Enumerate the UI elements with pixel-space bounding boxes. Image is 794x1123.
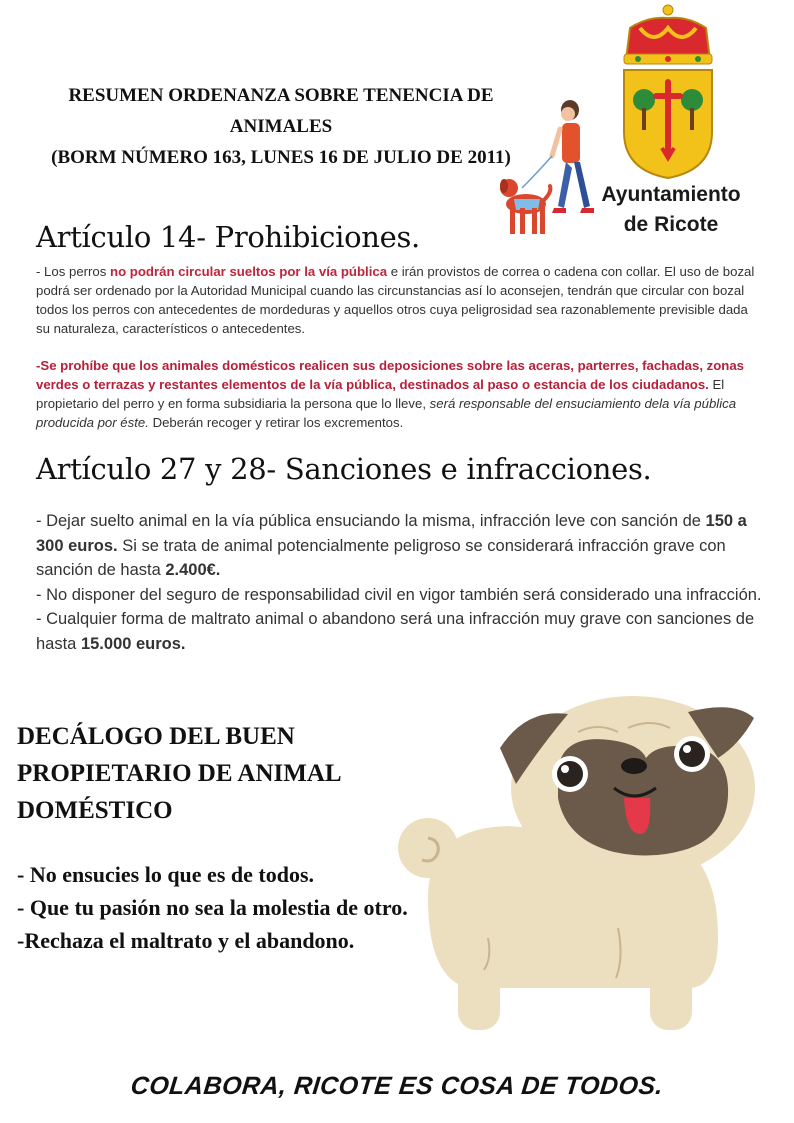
decalogo-list xyxy=(17,858,417,957)
pug-eye-highlight xyxy=(561,765,569,773)
text-run: El propietario del perro y en forma subsidiaria la persona que lo lleve, xyxy=(36,377,725,411)
footer-slogan: COLABORA, RICOTE ES COSA DE TODOS. xyxy=(129,1072,665,1100)
ayuntamiento-logo-text xyxy=(582,180,760,240)
amount-text: 15.000 euros. xyxy=(80,634,186,653)
document-title xyxy=(22,80,540,173)
article-27-28-heading: Artículo 27 y 28- Sanciones e infracciones. xyxy=(36,452,652,486)
sanction-item-3 xyxy=(36,607,762,656)
person-leg-left xyxy=(558,162,572,208)
amount-text: 150 a 300 euros. xyxy=(36,512,747,555)
tree-left-icon xyxy=(633,89,655,111)
text-run: - Dejar suelto animal en la vía pública ensuciando la misma, infracción leve con sanción de xyxy=(36,512,706,530)
decalogo-title xyxy=(17,718,397,829)
crown-cross-icon xyxy=(663,5,673,15)
text-run-highlight: -Se prohíbe que los animales domésticos realicen sus deposiciones sobre las aceras, parterres, fachadas, zonas verdes o terrazas y restantes elementos de la vía pública, destinados al paso o estancia de los ciudadanos. xyxy=(36,358,745,392)
decalogo-title-line-2: PROPIETARIO DE ANIMAL xyxy=(17,760,342,787)
pug-eye-right-icon xyxy=(679,741,705,767)
dog-ear xyxy=(500,179,508,193)
text-run: - Cualquier forma de maltrato animal o abandono será una infracción muy grave con sanciones de hasta xyxy=(36,610,755,653)
crown-jewel xyxy=(635,56,641,62)
pug-eye-left-icon xyxy=(557,761,583,787)
decalogo-item: -Rechaza el maltrato y el abandono. xyxy=(17,928,355,953)
logo-line-2: de Ricote xyxy=(623,213,719,236)
person-head xyxy=(561,107,575,121)
text-run: e irán provistos de correa o cadena con collar. El uso de bozal podrá ser ordenado por la Autoridad Municipal cuando las circunstancias así lo aconsejen, tendrán que circular con bozal todos los perros con antecedentes de mordeduras y aquellos otros cuya peligrosidad sea razonablemente previsible dada su naturaleza, característicos o antecedentes. xyxy=(36,264,755,336)
amount-text: 2.400€. xyxy=(165,561,221,580)
decalogo-item: - No ensucies lo que es de todos. xyxy=(17,862,315,887)
dog-walker-illustration xyxy=(496,96,596,240)
tree-right-trunk xyxy=(690,108,694,130)
title-line-2: ANIMALES xyxy=(229,116,333,137)
person-arm xyxy=(552,129,560,156)
article-14-paragraph-2 xyxy=(36,356,756,432)
crown-jewel xyxy=(665,56,671,62)
tree-right-icon xyxy=(681,89,703,111)
text-run: - Los perros xyxy=(36,264,111,279)
article-14-heading: Artículo 14- Prohibiciones. xyxy=(36,220,420,254)
pug-leg-front xyxy=(650,948,692,1030)
decalogo-title-line-1: DECÁLOGO DEL BUEN xyxy=(17,723,295,750)
sanction-item-1 xyxy=(36,509,762,583)
pug-leg-back xyxy=(458,948,500,1030)
pug-nose-icon xyxy=(621,758,647,774)
article-14-paragraph-1 xyxy=(36,262,756,338)
coat-of-arms-icon xyxy=(618,2,718,182)
sanction-item-2: - No disponer del seguro de responsabilidad civil en vigor también será considerado una infracción. xyxy=(36,585,762,604)
text-run: Si se trata de animal potencialmente peligroso se considerará infracción grave con sanción de hasta xyxy=(36,536,726,580)
person-shoe-left xyxy=(552,208,566,213)
leash xyxy=(522,156,552,188)
text-run: Deberán recoger y retirar los excrementos. xyxy=(148,415,404,430)
crown-jewel xyxy=(695,56,701,62)
text-run-highlight: no podrán circular sueltos por la vía pública xyxy=(110,264,388,279)
title-line-1: RESUMEN ORDENANZA SOBRE TENENCIA DE xyxy=(68,85,494,106)
pug-illustration xyxy=(388,688,768,1048)
title-line-3: (BORM NÚMERO 163, LUNES 16 DE JULIO DE 2011) xyxy=(51,147,511,168)
article-27-28-body xyxy=(36,509,762,657)
logo-line-1: Ayuntamiento xyxy=(601,183,741,206)
decalogo-item: - Que tu pasión no sea la molestia de otro. xyxy=(17,895,408,920)
decalogo-title-line-3: DOMÉSTICO xyxy=(17,797,173,824)
pug-eye-highlight xyxy=(683,745,691,753)
tree-left-trunk xyxy=(642,108,646,130)
person-shirt xyxy=(562,123,580,163)
dog-tail xyxy=(544,186,550,200)
text-run-italic: será responsable del ensuciamiento dela vía pública producida por éste. xyxy=(36,396,737,430)
